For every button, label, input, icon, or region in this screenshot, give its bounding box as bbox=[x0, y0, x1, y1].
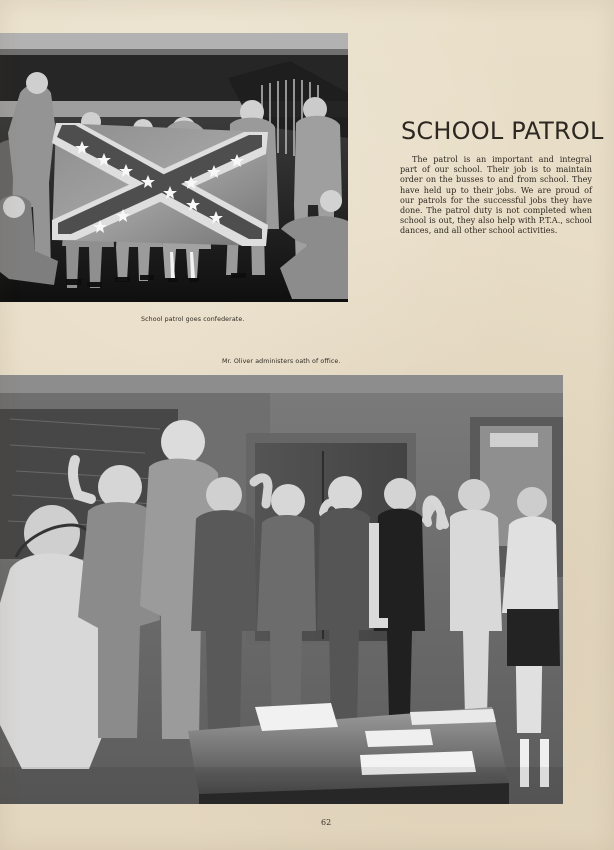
patrol-group-photo bbox=[0, 33, 348, 302]
patrol-group-photo-illustration bbox=[0, 33, 348, 302]
oath-of-office-photo bbox=[0, 375, 563, 804]
article-body: The patrol is an important and integral part of our school. Their job is to maintain order on the busses to and from school. They have held up to their jobs. We are proud of our patrols for the successful jobs they have done. The patrol duty is not completed when school is out, they also help with P.T.A., school dances, and all other school activities. bbox=[400, 154, 592, 236]
oath-of-office-photo-illustration bbox=[0, 375, 563, 804]
page-number: 62 bbox=[321, 818, 332, 827]
bottom-photo-caption: Mr. Oliver administers oath of office. bbox=[222, 358, 341, 365]
article-title: SCHOOL PATROL bbox=[401, 117, 604, 145]
top-photo-caption: School patrol goes confederate. bbox=[141, 316, 245, 323]
